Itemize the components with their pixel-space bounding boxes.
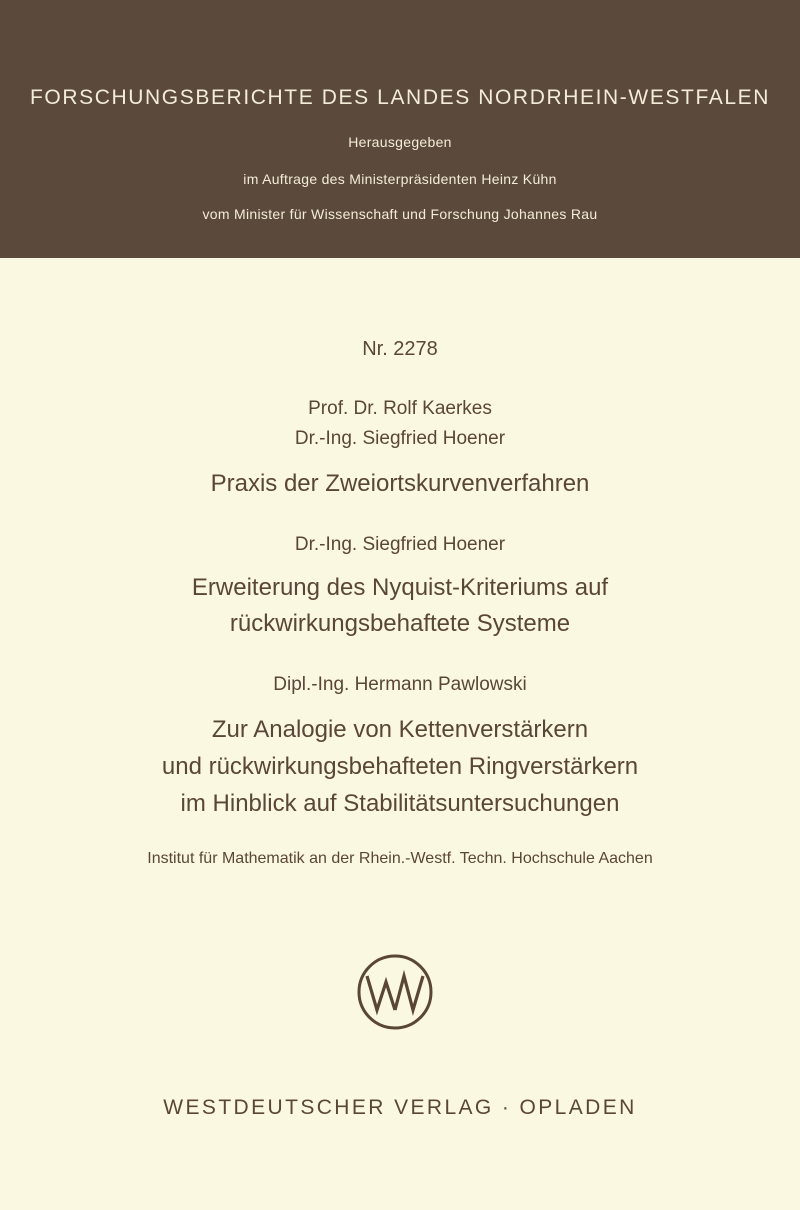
title-part-2-line-1: Erweiterung des Nyquist-Kriteriums auf [191,574,609,601]
title-part-3-line-2: und rückwirkungsbehafteten Ringverstärkern [161,753,639,780]
cover-content [0,258,800,1210]
title-part-1: Praxis der Zweiortskurvenverfahren [210,470,590,497]
editor-line-2: im Auftrage des Ministerpräsidenten Heinz Kühn [243,171,557,187]
author-hoener-2: Dr.-Ing. Siegfried Hoener [294,534,506,555]
title-part-3-line-3: im Hinblick auf Stabilitätsuntersuchungen [180,790,620,817]
author-hoener-1: Dr.-Ing. Siegfried Hoener [294,428,506,449]
series-header-band [0,0,800,258]
publisher-logo-icon [355,952,435,1032]
author-kaerkes: Prof. Dr. Rolf Kaerkes [308,398,492,419]
institute-line: Institut für Mathematik an der Rhein.-Westf. Techn. Hochschule Aachen [147,850,653,867]
title-part-2-line-2: rückwirkungsbehaftete Systeme [229,610,571,637]
series-title: FORSCHUNGSBERICHTE DES LANDES NORDRHEIN-WESTFALEN [30,86,770,109]
editor-line-1: Herausgegeben [348,134,452,150]
title-part-3-line-1: Zur Analogie von Kettenverstärkern [211,716,589,743]
author-pawlowski: Dipl.-Ing. Hermann Pawlowski [273,674,527,695]
volume-number: Nr. 2278 [362,338,438,360]
publisher-name: WESTDEUTSCHER VERLAG · OPLADEN [163,1096,637,1119]
editor-line-3: vom Minister für Wissenschaft und Forschung Johannes Rau [202,206,598,222]
